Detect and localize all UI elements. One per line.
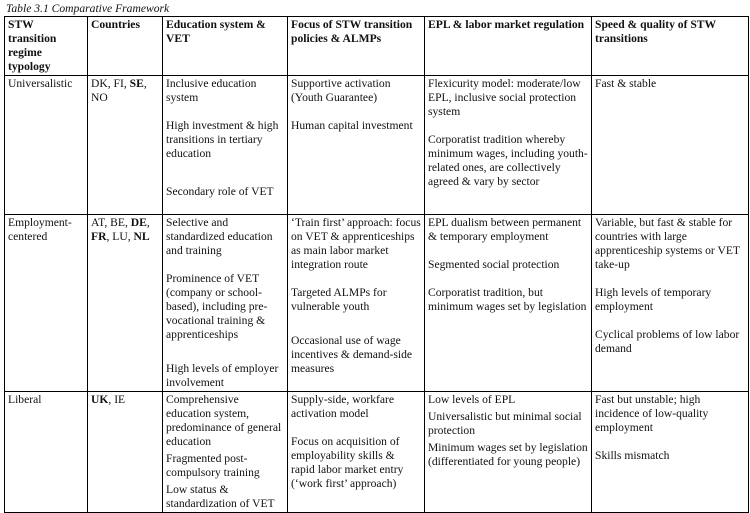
epl-item: Low levels of EPL xyxy=(428,393,516,406)
cell-countries: AT, BE, DE, FR, LU, NL xyxy=(88,215,163,392)
country-code: FI xyxy=(113,77,124,90)
typology-label: Universalistic xyxy=(8,77,73,90)
focus-item: Supply-side, workfare activation model xyxy=(291,393,395,420)
education-item: Prominence of VET (company or school-based), including pre-vocational training & apprenticeships xyxy=(166,272,268,341)
speed-item: Fast & stable xyxy=(595,77,657,90)
table-row xyxy=(5,76,749,215)
country-code-highlighted: FR xyxy=(91,230,107,243)
country-code: NO xyxy=(91,91,108,104)
speed-item: High levels of temporary employment xyxy=(595,286,712,313)
header-row xyxy=(5,17,749,76)
cell-epl xyxy=(425,215,592,392)
epl-item: Universalistic but minimal social protection xyxy=(428,410,582,437)
epl-item: EPL dualism between permanent & temporary employment xyxy=(428,216,582,243)
education-item: Selective and standardized education and training xyxy=(166,216,273,257)
speed-item: Skills mismatch xyxy=(595,449,670,462)
education-item: Comprehensive education system, predominance of general education xyxy=(166,393,282,448)
cell-epl xyxy=(425,76,592,215)
cell-focus xyxy=(288,76,425,215)
speed-item: Cyclical problems of low labor demand xyxy=(595,328,740,355)
cell-focus xyxy=(288,392,425,513)
focus-item: Targeted ALMPs for vulnerable youth xyxy=(291,286,387,313)
country-code: IE xyxy=(114,393,126,406)
education-item: Inclusive education system xyxy=(166,77,257,104)
epl-item: Flexicurity model: moderate/low EPL, inclusive social protection system xyxy=(428,77,581,118)
epl-item: Corporatist tradition, but minimum wages set by legislation xyxy=(428,286,587,313)
focus-item: Supportive activation (Youth Guarantee) xyxy=(291,77,391,104)
cell-focus xyxy=(288,215,425,392)
header-focus: Focus of STW transition policies & ALMPs xyxy=(288,17,425,76)
cell-speed xyxy=(592,392,749,513)
cell-countries: UK, IE xyxy=(88,392,163,513)
country-code-highlighted: DE xyxy=(130,216,147,229)
focus-item: Occasional use of wage incentives & demand-side measures xyxy=(291,334,413,375)
education-item: High investment & high transitions in tertiary education xyxy=(166,119,279,160)
cell-epl xyxy=(425,392,592,513)
cell-typology xyxy=(5,215,88,392)
header-education: Education system & VET xyxy=(163,17,288,76)
typology-label: Liberal xyxy=(8,393,42,406)
header-speed: Speed & quality of STW transitions xyxy=(592,17,749,76)
cell-countries: DK, FI, SE, NO xyxy=(88,76,163,215)
focus-item: Focus on acquisition of employability skills & rapid labor market entry (‘work first’ approach) xyxy=(291,435,404,490)
cell-typology xyxy=(5,76,88,215)
cell-education xyxy=(163,215,288,392)
table-row xyxy=(5,392,749,513)
epl-item: Corporatist tradition whereby minimum wages, including youth-related ones, are collectively agreed & vary by sector xyxy=(428,133,588,188)
education-item: Low status & standardization of VET xyxy=(166,483,275,510)
epl-item: Segmented social protection xyxy=(428,258,560,271)
table-row xyxy=(5,215,749,392)
typology-label: Employment-centered xyxy=(8,216,72,243)
header-epl: EPL & labor market regulation xyxy=(425,17,592,76)
table-caption: Table 3.1 Comparative Framework xyxy=(6,2,170,15)
country-code: AT xyxy=(91,216,105,229)
cell-education xyxy=(163,392,288,513)
cell-speed xyxy=(592,76,749,215)
cell-education xyxy=(163,76,288,215)
comparative-framework-table xyxy=(4,16,749,513)
cell-typology xyxy=(5,392,88,513)
country-code-highlighted: UK xyxy=(91,393,109,406)
focus-item: ‘Train first’ approach: focus on VET & apprenticeships as main labor market integration route xyxy=(291,216,421,271)
cell-speed xyxy=(592,215,749,392)
education-item: Fragmented post-compulsory training xyxy=(166,452,260,479)
epl-item: Minimum wages set by legislation (differentiated for young people) xyxy=(428,441,588,468)
header-countries: Countries xyxy=(88,17,163,76)
document xyxy=(4,2,748,513)
speed-item: Variable, but fast & stable for countries with large apprenticeship systems or VET take-up xyxy=(595,216,740,271)
speed-item: Fast but unstable; high incidence of low-quality employment xyxy=(595,393,709,434)
focus-item: Human capital investment xyxy=(291,119,413,132)
education-item: High levels of employer involvement xyxy=(166,362,279,389)
country-code-highlighted: SE xyxy=(129,77,144,90)
country-code: DK xyxy=(91,77,108,90)
country-code: LU xyxy=(112,230,128,243)
country-code: BE xyxy=(110,216,125,229)
header-typology: STW transition regime typology xyxy=(5,17,88,76)
education-item: Secondary role of VET xyxy=(166,185,274,198)
country-code-highlighted: NL xyxy=(133,230,150,243)
